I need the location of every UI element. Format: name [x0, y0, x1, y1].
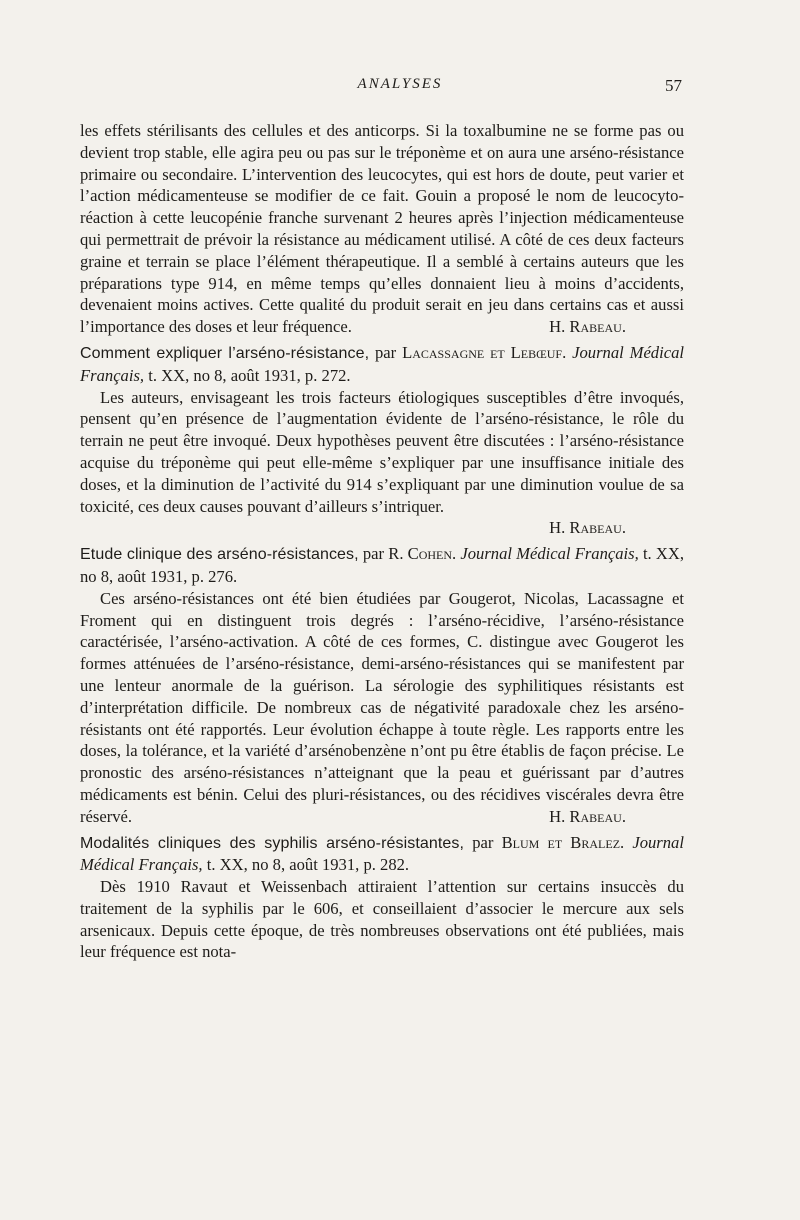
- entry-authors: Lacassagne et Lebœuf.: [402, 342, 567, 362]
- entry-reference: t. XX, no 8, août 1931, p. 282.: [202, 855, 410, 875]
- entry-journal: Journal Médical Français,: [80, 342, 684, 385]
- entry-heading: [80, 543, 684, 588]
- page-number: 57: [665, 76, 682, 95]
- section-title: ANALYSES: [357, 76, 443, 92]
- intro-text: les effets stérilisants des cellules et des anticorps. Si la toxalbumine ne se forme pas ou devient trop stable, elle agira peu ou pas sur le tréponème et on aura une arséno-résistance primaire ou secondaire. L’intervention des leucocytes, qui est hors de doute, peut varier et l’action médicamenteuse se modifier de ce fait. Gouin a proposé le nom de leucocyto-réaction à cette leucopénie franche survenant 2 heures après l’injection médicamenteuse qui permettrait de prévoir la résistance au médicament utilisé. A côté de ces deux facteurs graine et terrain se place l’élément thérapeutique. Il a semblé à certains auteurs que les préparations type 914, en même temps qu’elles donnaient lieu à moins d’accidents, devenaient moins actives. Cette qualité du produit serait en jeu dans certains cas et aussi l’importance des doses et leur fréquence.: [80, 121, 684, 337]
- entry-title: Modalités cliniques des syphilis arséno-résistantes,: [80, 834, 465, 852]
- entry-by: par: [369, 342, 403, 362]
- entry-signature: H. Rabeau.: [549, 806, 626, 826]
- entry-title: Etude clinique des arséno-résistances,: [80, 546, 359, 564]
- review-entry-3: [80, 832, 684, 964]
- entry-journal: Journal Médical Français,: [456, 544, 639, 564]
- entry-title: Comment expliquer l’arséno-résistance,: [80, 344, 370, 362]
- entry-journal: Journal Médical Français,: [80, 832, 684, 875]
- entry-text-content: Ces arséno-résistances ont été bien étudiées par Gougerot, Nicolas, Lacassagne et Froment qui en distinguent trois degrés : l’arséno-récidive, l’arséno-résistance caractérisée, l’arséno-activation. A côté de ces formes, C. distingue avec Gougerot les formes atténuées de l’arséno-résistance, demi-arséno-résistances qui se manifestent par une lenteur anormale de la guérison. La sérologie des syphilitiques résistants est d’interprétation difficile. De nombreux cas de négativité paradoxale chez les arséno-résistants ont été rapportés. Leur évolution échappe à toute règle. Les rapports entre les doses, la tolérance, et la variété d’arsénobenzène n’ont pu être établis de façon précise. Le pronostic des arséno-résistances n’atteignant que la peau et guérissant par d’autres médicaments est bénin. Celui des pluri-résistances, ou des récidives viscérales devra être réservé.: [80, 588, 684, 826]
- entry-reference: t. XX, no 8, août 1931, p. 272.: [144, 365, 351, 385]
- review-entry-2: [80, 543, 684, 827]
- entry-heading: [80, 832, 684, 877]
- entry-text: Dès 1910 Ravaut et Weissenbach attiraient l’attention sur certains insuccès du traitement de la syphilis par le 606, et conseillaient d’associer le mercure aux sels arsenicaux. Depuis cette époque, de très nombreuses observations ont été publiées, mais leur fréquence est nota-: [80, 877, 684, 962]
- entry-text: [80, 588, 684, 828]
- entry-reference: t. XX, no 8, août 1931, p. 276.: [80, 544, 684, 586]
- entry-by: par: [358, 544, 389, 564]
- entry-signature: H. Rabeau.: [549, 518, 626, 538]
- intro-signature: H. Rabeau.: [549, 317, 626, 337]
- entry-text: Les auteurs, envisageant les trois facteurs étiologiques susceptibles d’être invoqués, pensent qu’en présence de l’augmentation évidente de l’arséno-résistance, le rôle du terrain ne peut être invoqué. Deux hypothèses peuvent être discutées : l’arséno-résistance acquise du tréponème qui peut elle-même s’expliquer par une insuffisance initiale des doses, et la diminution de l’activité du 914 s’expliquant par une diminution voulue de sa toxicité, ces deux causes pouvant d’ailleurs s’intriquer.: [80, 387, 684, 516]
- entry-heading: [80, 342, 684, 387]
- intro-paragraph: [80, 120, 684, 338]
- article-body: [80, 120, 684, 963]
- entry-by: par: [464, 832, 502, 852]
- entry-authors: Blum et Bralez.: [501, 832, 625, 852]
- entry-authors: R. Cohen.: [388, 544, 457, 564]
- running-head: [0, 76, 800, 100]
- review-entry-1: [80, 342, 684, 539]
